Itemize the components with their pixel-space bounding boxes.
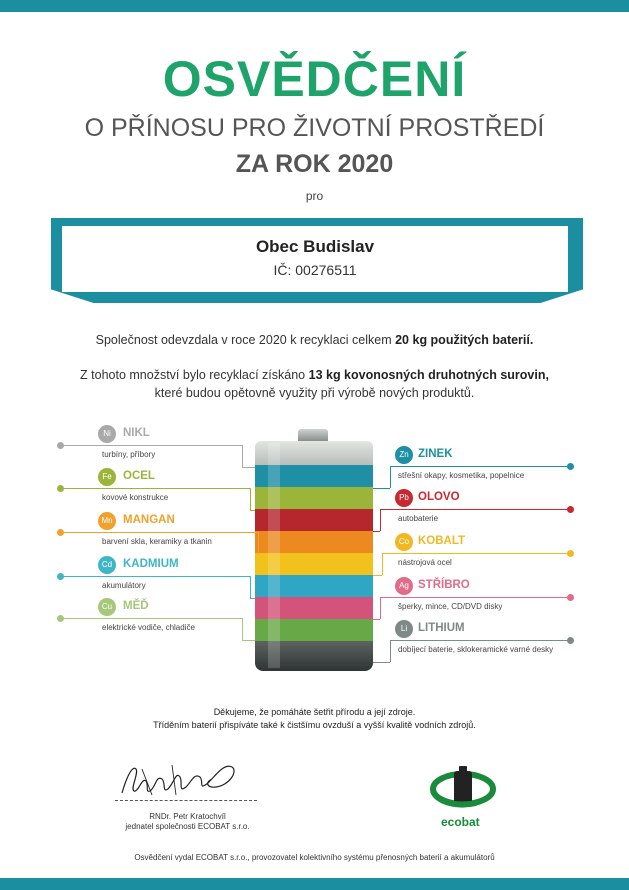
statement-line-3: které budou opětovně využity při výrobě nových produktů. [154,386,475,400]
statement-text: Společnost odevzdala v roce 2020 k recyklaci celkem [95,333,392,347]
ecobat-logo-text: ecobat [441,815,480,829]
connector-line [390,466,391,488]
statement-line-1 [0,333,629,347]
metal-name: STŘÍBRO [418,579,470,591]
metal-usage: kovové konstrukce [102,493,169,502]
ecobat-logo-icon [428,757,498,815]
connector-line [390,466,568,467]
metal-name: LITHIUM [418,622,465,634]
signature-line [115,800,257,801]
element-symbol-badge: Ni [98,425,116,443]
metal-name: KADMIUM [123,558,179,570]
recovered-amount: 13 kg kovonosných druhotných surovin, [308,368,549,382]
connector-line [373,488,390,489]
connector-line [373,662,390,663]
certificate-title: OSVĚDČENÍ [162,51,467,107]
metal-usage: šperky, mince, CD/DVD disky [398,602,503,611]
connector-line [380,597,568,598]
connector-line [390,640,568,641]
metal-name: OLOVO [418,491,460,503]
connector-line [382,553,568,554]
connector-line [62,576,250,577]
metal-name: KOBALT [418,535,466,547]
element-symbol-badge: Ag [395,577,413,595]
metal-name: ZINEK [418,448,453,460]
connector-line [242,445,243,467]
metal-usage: dobíjecí baterie, sklokeramické varné desky [398,645,554,654]
connector-line [380,597,381,619]
connector-line [373,619,380,620]
statement-text: Z tohoto množství bylo recyklací získáno [80,368,306,382]
connector-line [62,445,242,446]
connector-line [373,531,380,532]
recipient-name: Obec Budislav [255,237,375,256]
connector-dot [567,463,574,470]
certificate-subtitle: O PŘÍNOSU PRO ŽIVOTNÍ PROSTŘEDÍ [84,114,545,142]
certificate-year: ZA ROK 2020 [235,150,394,178]
metal-usage: barvení skla, keramiky a tkanin [102,537,212,546]
connector-line [62,618,242,619]
connector-dot [567,506,574,513]
element-symbol-badge: Li [395,620,413,638]
connector-line [373,575,382,576]
thanks-line-1: Děkujeme, že pomáháte šetřit přírodu a její zdroje. [213,707,416,717]
element-symbol-badge: Zn [395,446,413,464]
metal-usage: akumulátory [102,581,146,590]
statement-line-2 [0,368,629,382]
connector-dot [567,550,574,557]
metal-name: MANGAN [123,514,175,526]
connector-line [62,532,258,533]
connector-line [250,488,251,510]
signer-role: jednatel společnosti ECOBAT s.r.o. [125,822,250,831]
connector-line [242,467,255,468]
metal-name: NIKL [123,427,150,439]
connector-line [242,640,255,641]
for-label: pro [305,189,324,203]
connector-line [242,618,243,640]
bottom-accent-bar [0,878,629,890]
connector-line [382,553,383,575]
connector-dot [567,637,574,644]
element-symbol-badge: Co [395,533,413,551]
metal-usage: turbíny, příbory [102,450,156,459]
footer-note: Osvědčení vydal ECOBAT s.r.o., provozovatel kolektivního systému přenosných baterií a akumulátorů [134,853,495,862]
signer-name: RNDr. Petr Kratochvíl [149,812,226,821]
connector-dot [567,594,574,601]
element-symbol-badge: Cu [98,598,116,616]
connector-line [250,510,255,511]
handwritten-signature [112,755,242,803]
recipient-box [62,226,568,292]
top-accent-bar [0,0,629,12]
element-symbol-badge: Fe [98,468,116,486]
connector-line [258,532,259,554]
metal-usage: střešní okapy, kosmetika, popelnice [398,471,525,480]
element-symbol-badge: Cd [98,556,116,574]
metal-usage: elektrické vodiče, chladiče [102,623,195,632]
element-symbol-badge: Mn [98,512,116,530]
battery-amount: 20 kg použitých baterií. [395,333,534,347]
element-symbol-badge: Pb [395,489,413,507]
recipient-id-number: IČ: 00276511 [273,262,357,278]
metal-usage: autobaterie [398,514,439,523]
battery-highlight [268,443,280,668]
connector-line [380,509,568,510]
connector-line [250,598,255,599]
connector-line [62,488,250,489]
connector-line [390,640,391,662]
metal-name: OCEL [123,470,155,482]
metal-name: MĚĎ [123,600,149,612]
connector-line [250,576,251,598]
thanks-line-2: Tříděním baterií přispíváte také k čistšímu ovzduší a vyšší kvalitě vodních zdrojů. [153,720,476,730]
metal-usage: nástrojová ocel [398,558,452,567]
connector-line [380,509,381,531]
